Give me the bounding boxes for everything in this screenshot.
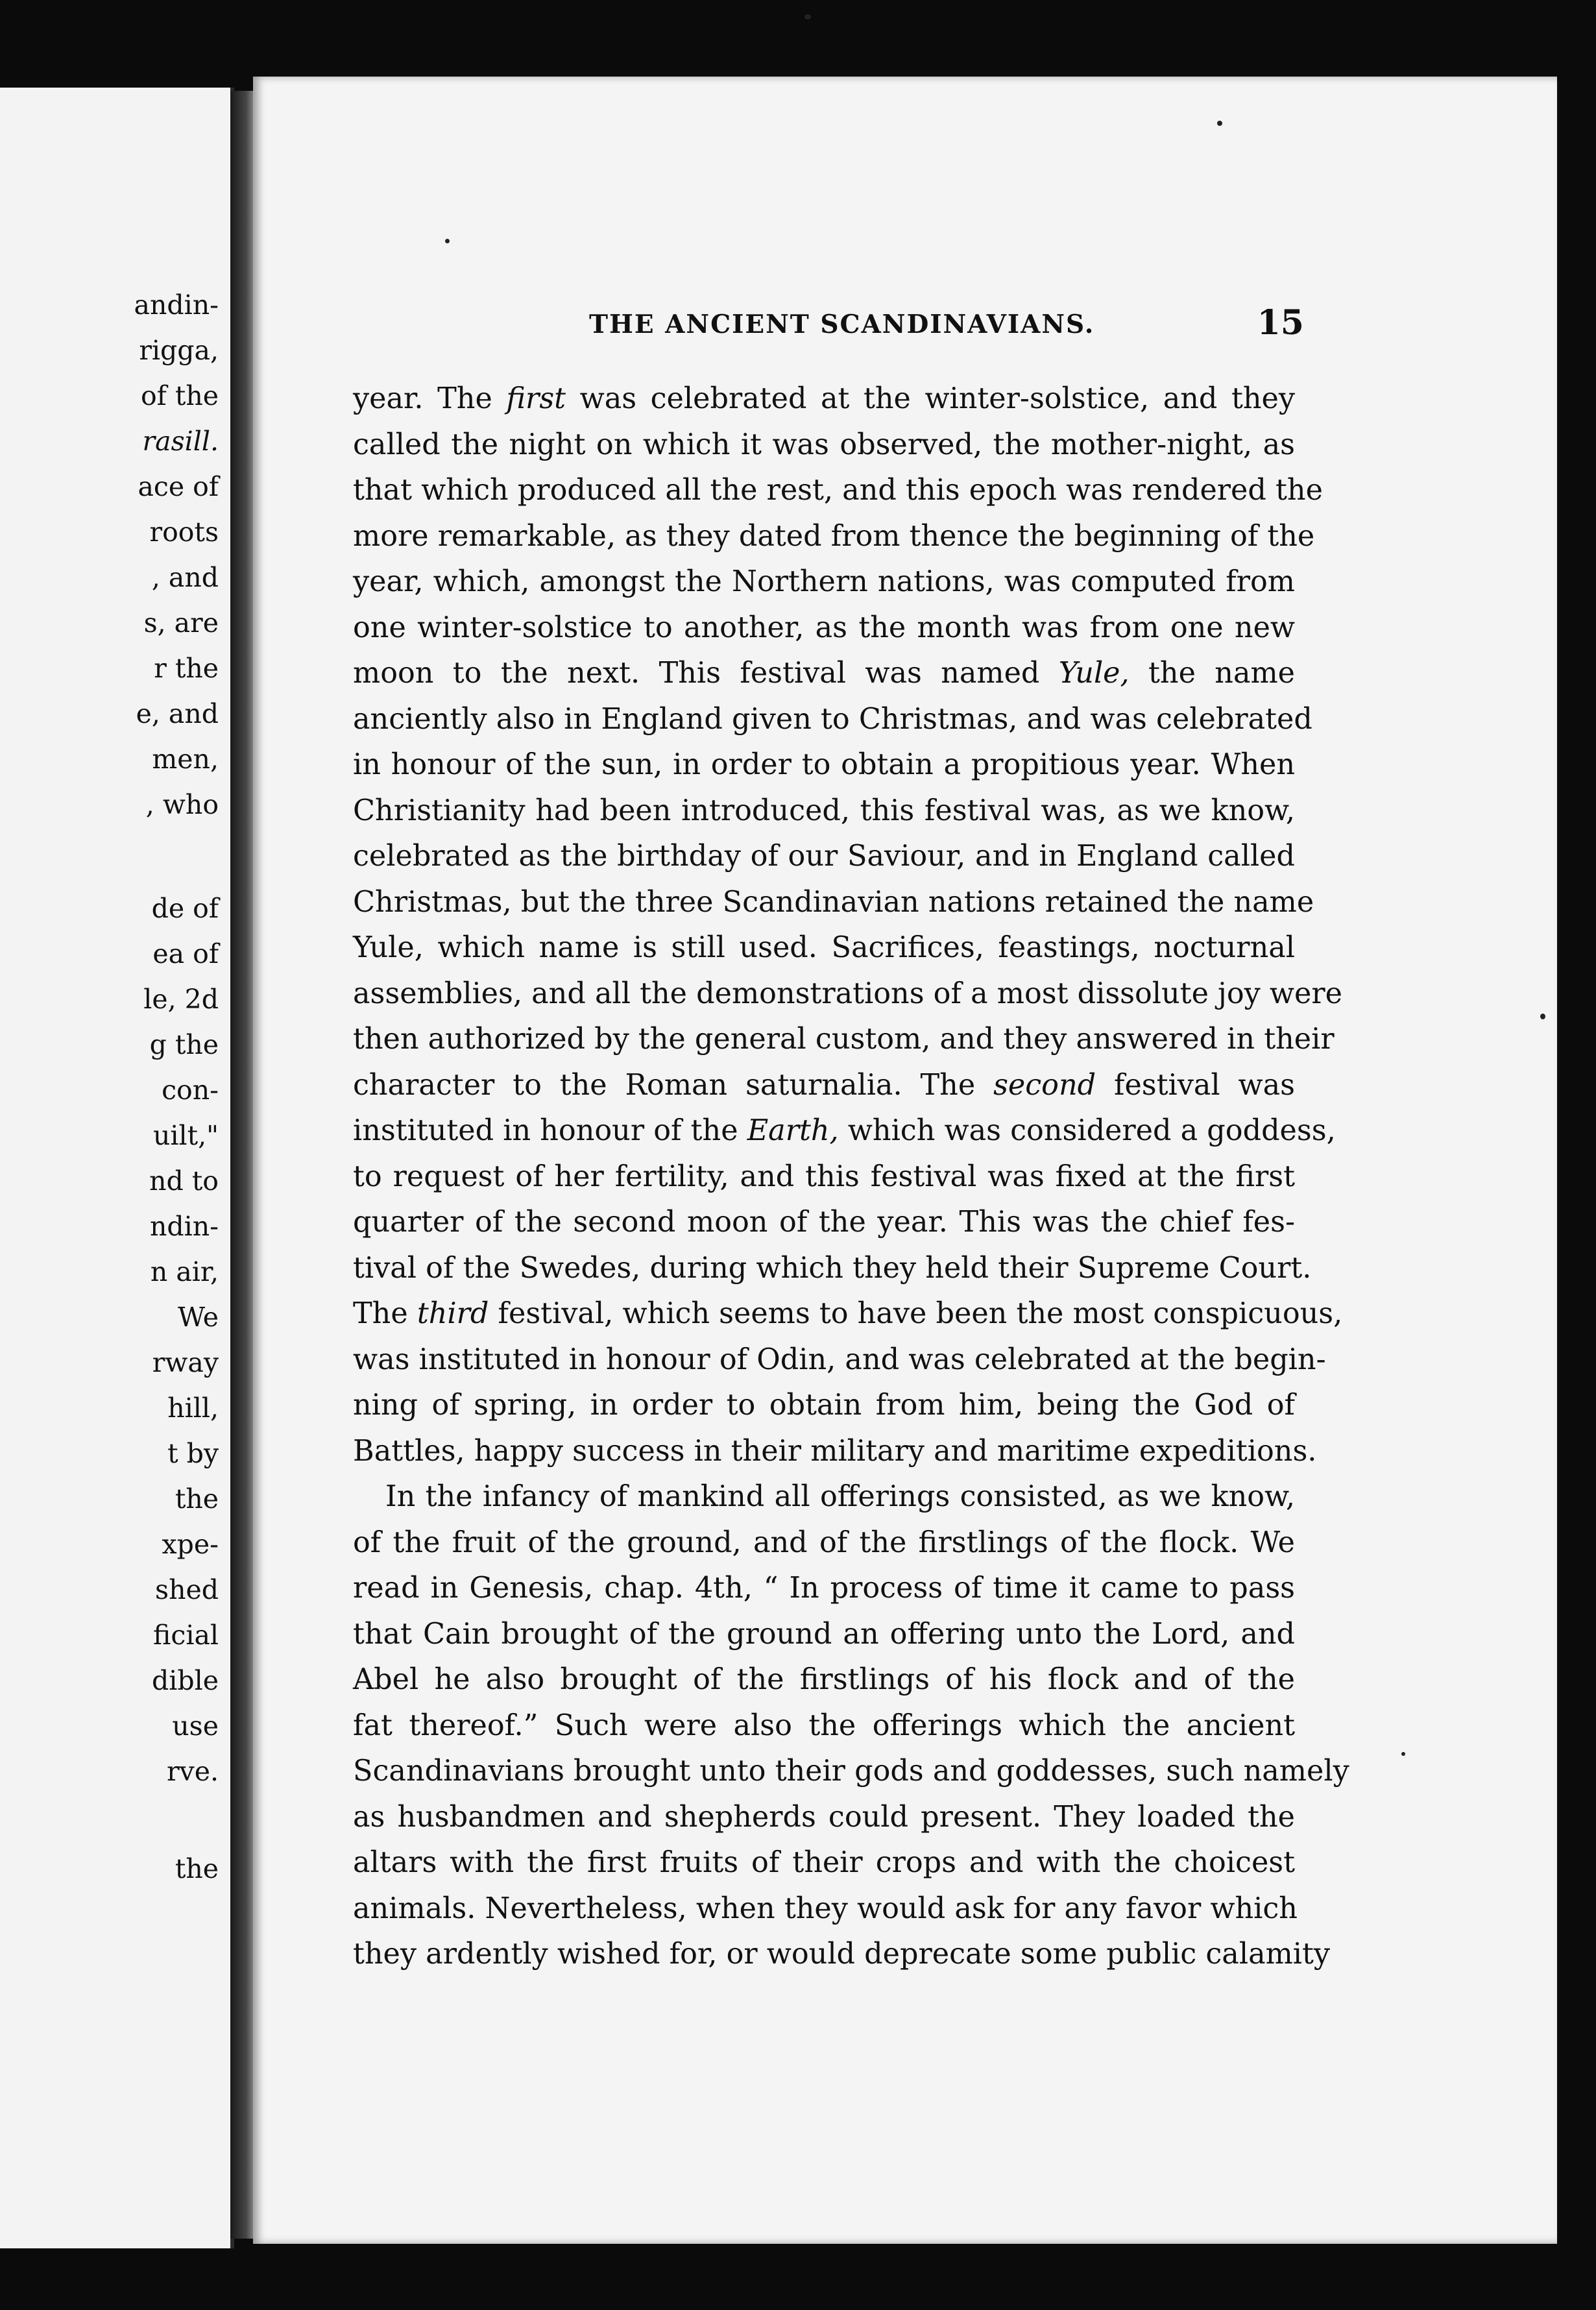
left-page-edge: [0, 88, 234, 2248]
left-page-fragment: g the: [149, 1029, 219, 1060]
body-text: [353, 376, 1349, 1978]
left-page-fragment: roots: [149, 517, 219, 548]
body-line: was instituted in honour of Odin, and was celebrated at the begin-: [353, 1343, 1326, 1376]
body-line: quarter of the second moon of the year. This was the chief fes-: [353, 1206, 1295, 1239]
left-page-fragment: xpe-: [162, 1529, 219, 1560]
speck: [804, 14, 811, 19]
body-line: of the fruit of the ground, and of the firstlings of the flock. We: [353, 1526, 1295, 1559]
speck: [1401, 1752, 1405, 1756]
body-line: Christianity had been introduced, this festival was, as we know,: [353, 794, 1295, 827]
body-line: as husbandmen and shepherds could present. They loaded the: [353, 1800, 1295, 1834]
left-page-fragment: shed: [155, 1574, 219, 1605]
left-page-fragment: rasill.: [142, 426, 219, 457]
body-line: more remarkable, as they dated from thence the beginning of the: [353, 519, 1315, 553]
left-page-fragment: n air,: [150, 1256, 219, 1287]
left-page-fragment: , and: [151, 562, 219, 593]
body-line: In the infancy of mankind all offerings consisted, as we know,: [385, 1480, 1295, 1513]
left-page-fragment: le, 2d: [143, 984, 219, 1015]
left-page-fragment: andin-: [134, 289, 219, 321]
left-page-fragment: men,: [152, 744, 219, 775]
body-line: Christmas, but the three Scandinavian nations retained the name: [353, 885, 1314, 919]
left-page-fragment: use: [172, 1710, 219, 1742]
book-gutter: [230, 91, 256, 2239]
body-line: that which produced all the rest, and this epoch was rendered the: [353, 474, 1323, 507]
left-page-fragment: rve.: [166, 1756, 219, 1787]
body-line: Battles, happy success in their military and maritime expeditions.: [353, 1434, 1317, 1468]
left-page-fragment: , who: [145, 789, 219, 820]
left-page-fragment: uilt,": [153, 1120, 219, 1151]
left-page-fragment: nd to: [149, 1165, 219, 1197]
body-line: character to the Roman saturnalia. The second festival was: [353, 1068, 1295, 1102]
body-line: Yule, which name is still used. Sacrifices, feastings, nocturnal: [353, 931, 1295, 964]
body-line: tival of the Swedes, during which they held their Supreme Court.: [353, 1251, 1312, 1285]
left-page-fragment: ea of: [152, 938, 219, 969]
body-line: in honour of the sun, in order to obtain a propitious year. When: [353, 748, 1295, 781]
body-line: Scandinavians brought unto their gods and goddesses, such namely: [353, 1755, 1349, 1788]
left-page-fragment: t by: [167, 1438, 219, 1469]
body-line: called the night on which it was observed, the mother-night, as: [353, 428, 1295, 461]
body-line: assemblies, and all the demonstrations of a most dissolute joy were: [353, 977, 1342, 1010]
body-line: animals. Nevertheless, when they would ask for any favor which: [353, 1891, 1298, 1925]
speck: [1217, 121, 1222, 126]
page-number: 15: [1257, 303, 1304, 343]
body-line: fat thereof.” Such were also the offerings which the ancient: [353, 1708, 1295, 1742]
left-page-fragment: s, are: [143, 607, 219, 638]
running-head: [344, 300, 1304, 346]
left-page-fragment: ndin-: [149, 1211, 219, 1242]
body-line: year. The first was celebrated at the winter-solstice, and they: [353, 382, 1295, 415]
running-head-title: THE ANCIENT SCANDINAVIANS.: [589, 310, 1095, 339]
body-line: one winter-solstice to another, as the month was from one new: [353, 611, 1295, 644]
body-line: instituted in honour of the Earth, which was considered a goddess,: [353, 1114, 1336, 1147]
body-line: ning of spring, in order to obtain from him, being the God of: [353, 1389, 1295, 1422]
left-page-fragment: dible: [152, 1665, 219, 1696]
body-line: then authorized by the general custom, and they answered in their: [353, 1023, 1335, 1056]
left-page-fragment: hill,: [167, 1392, 219, 1424]
left-page-fragment: con-: [162, 1075, 219, 1106]
left-page-fragment: rigga,: [139, 335, 219, 366]
body-line: moon to the next. This festival was named Yule, the name: [353, 657, 1296, 690]
left-page-fragment: rway: [152, 1347, 219, 1378]
left-page-fragment: ficial: [153, 1620, 219, 1651]
body-line: to request of her fertility, and this festival was fixed at the first: [353, 1160, 1295, 1193]
left-page-fragment: e, and: [136, 698, 219, 729]
body-line: that Cain brought of the ground an offering unto the Lord, and: [353, 1617, 1295, 1651]
left-page-fragment: of the: [140, 380, 219, 411]
body-line: read in Genesis, chap. 4th, “ In process of time it came to pass: [353, 1572, 1295, 1605]
body-line: The third festival, which seems to have been the most conspicuous,: [353, 1297, 1343, 1330]
body-line: they ardently wished for, or would deprecate some public calamity: [353, 1938, 1331, 1971]
left-page-fragment: de of: [151, 893, 219, 924]
body-line: Abel he also brought of the firstlings of his flock and of the: [353, 1663, 1295, 1696]
left-page-fragment: r the: [154, 653, 219, 684]
left-page-fragment: the: [175, 1483, 219, 1514]
body-line: anciently also in England given to Christmas, and was celebrated: [353, 702, 1312, 736]
body-line: celebrated as the birthday of our Saviour, and in England called: [353, 840, 1295, 873]
left-page-fragment: the: [175, 1853, 219, 1884]
speck: [445, 239, 450, 243]
body-line: altars with the first fruits of their crops and with the choicest: [353, 1846, 1295, 1879]
left-page-fragment: We: [177, 1302, 219, 1333]
body-line: year, which, amongst the Northern nations, was computed from: [353, 565, 1295, 598]
speck: [1540, 1014, 1545, 1019]
left-page-fragment: ace of: [138, 471, 219, 502]
